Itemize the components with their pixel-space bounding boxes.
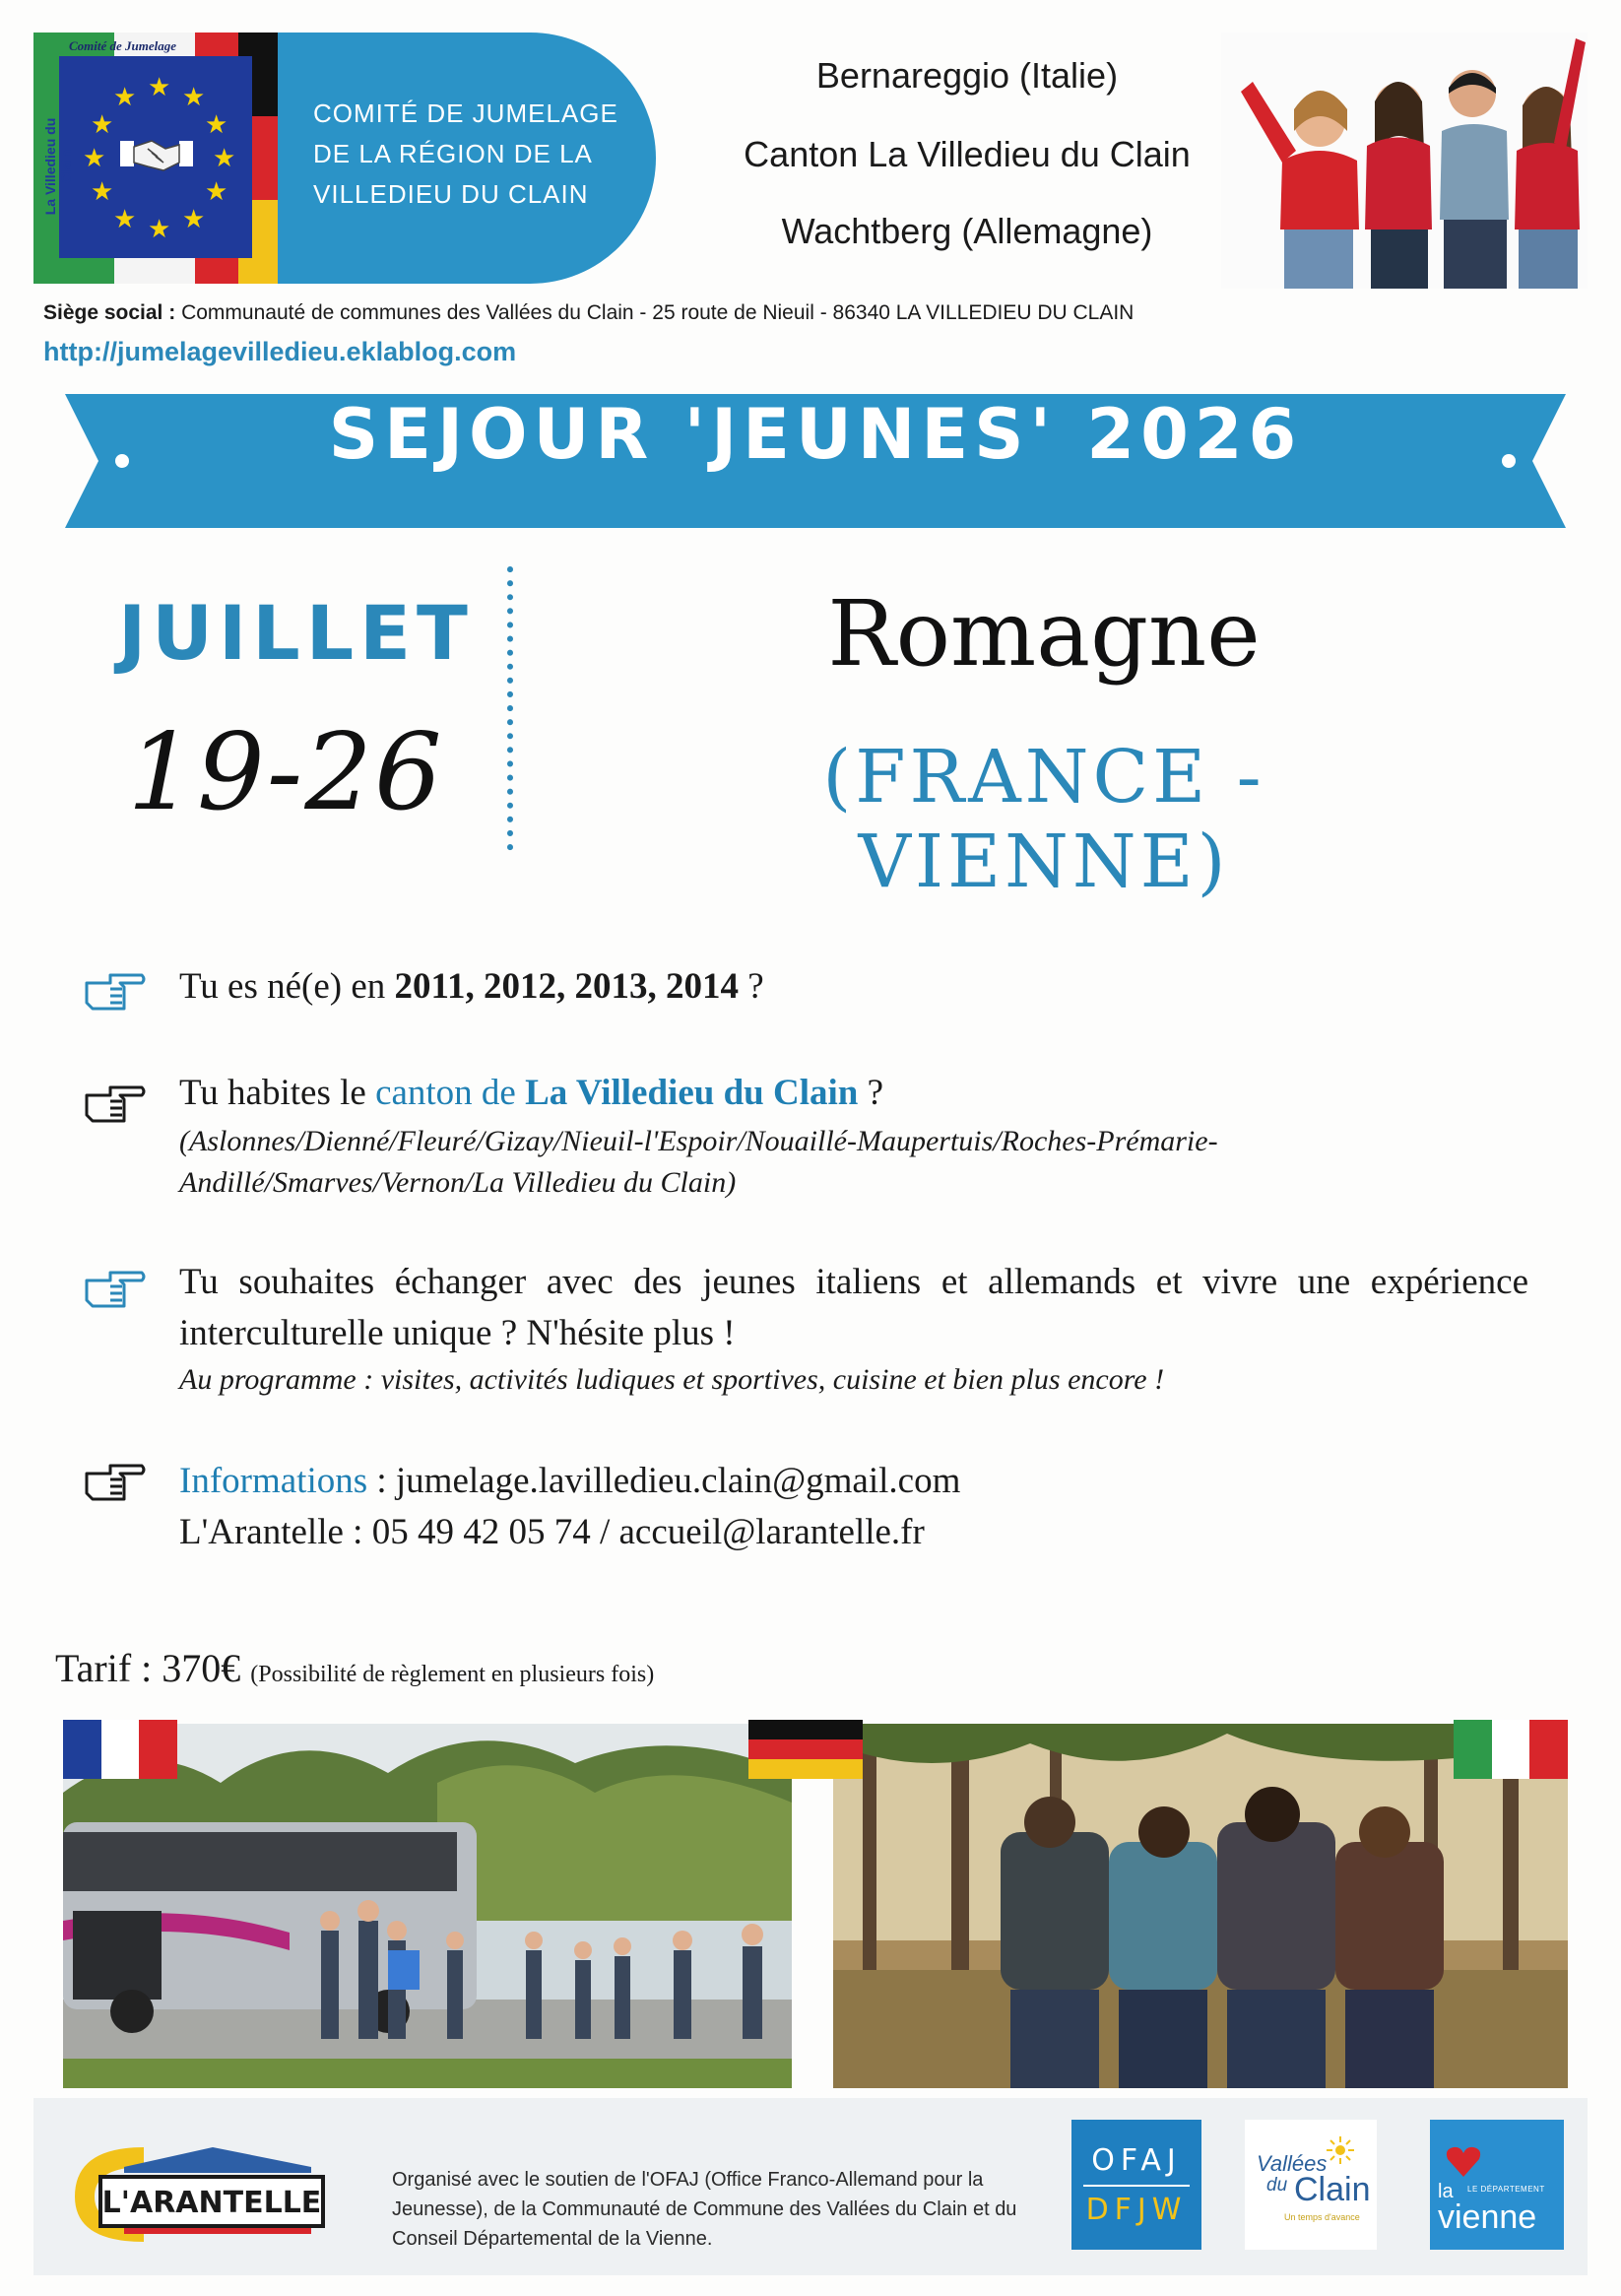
dotted-divider	[506, 565, 514, 861]
banner-title: SEJOUR 'JEUNES' 2026	[328, 394, 1303, 475]
pointing-hand-icon	[81, 1078, 148, 1129]
vallees-tagline: Un temps d'avance	[1284, 2212, 1360, 2222]
question-residence: Tu habites le canton de La Villedieu du Clain ?	[179, 1073, 884, 1113]
svg-text:★: ★	[83, 143, 106, 172]
committee-name-pill	[278, 33, 656, 284]
arantelle-contact[interactable]: L'Arantelle : 05 49 42 05 74 / accueil@larantelle.fr	[179, 1512, 925, 1552]
town-wachtberg: Wachtberg (Allemagne)	[781, 211, 1153, 251]
price-value: Tarif : 370€	[55, 1646, 241, 1690]
handshake-icon	[118, 127, 195, 182]
head-office-address	[43, 301, 1134, 325]
vienne-department-text: LE DÉPARTEMENT	[1467, 2185, 1545, 2194]
ofaj-text: OFAJ	[1091, 2143, 1182, 2178]
committee-line-2: DE LA RÉGION DE LA	[313, 139, 593, 168]
birth-years: 2011, 2012, 2013, 2014	[394, 966, 739, 1007]
vienne-department-logo	[1430, 2120, 1564, 2250]
dfjw-text: DFJW	[1085, 2193, 1188, 2227]
twinning-committee-logo	[33, 33, 656, 284]
arantelle-logo	[65, 2137, 331, 2246]
committee-line-1: COMITÉ DE JUMELAGE	[313, 98, 618, 128]
price	[55, 1645, 654, 1691]
svg-text:★: ★	[91, 109, 114, 139]
svg-text:★: ★	[113, 204, 137, 233]
price-note: (Possibilité de règlement en plusieurs fois)	[250, 1662, 655, 1687]
website-link[interactable]: http://jumelagevilledieu.eklablog.com	[43, 337, 517, 366]
info-label: Informations	[179, 1461, 368, 1501]
pointing-hand-icon	[81, 965, 148, 1017]
vallees-text: Vallées	[1257, 2151, 1328, 2176]
head-office-label: Siège social :	[43, 301, 176, 324]
eu-label: Comité de Jumelage	[69, 38, 177, 53]
ofaj-logo	[1071, 2120, 1201, 2250]
town-canton-villedieu: Canton La Villedieu du Clain	[744, 134, 1191, 174]
sponsor-statement: Organisé avec le soutien de l'OFAJ (Office Franco-Allemand pour la Jeunesse), de la Communauté de Commune des Vallées du Clain et du Conseil Départemental de la Vienne.	[392, 2169, 1017, 2250]
town-bernareggio: Bernareggio (Italie)	[815, 55, 1119, 96]
arantelle-logo-text: L'ARANTELLE	[101, 2186, 322, 2220]
question-exchange: Tu souhaites échanger avec des jeunes italiens et allemands et vivre une expérience interculturelle unique ? N'hésite plus !	[179, 1262, 1528, 1353]
pointing-hand-icon	[81, 1456, 148, 1507]
sun-icon	[1326, 2135, 1355, 2165]
pointing-hand-icon	[81, 1263, 148, 1314]
svg-text:★: ★	[148, 214, 171, 243]
event-region: (FRANCE - VIENNE)	[822, 735, 1265, 904]
teenagers-photo	[1221, 33, 1588, 289]
french-flag-icon	[63, 1720, 177, 1779]
vallees-du-clain-logo	[1245, 2120, 1377, 2250]
heart-icon	[1444, 2141, 1483, 2181]
committee-line-3: VILLEDIEU DU CLAIN	[313, 179, 589, 209]
program-description: Au programme : visites, activités ludiques et sportives, cuisine et bien plus encore !	[179, 1363, 1165, 1396]
vienne-la-text: la	[1438, 2181, 1454, 2202]
vertical-label: La Villedieu du Clain	[42, 117, 74, 216]
svg-text:★: ★	[91, 176, 114, 206]
event-place: Romagne	[827, 581, 1261, 687]
svg-text:★: ★	[148, 72, 171, 101]
canton-town: La Villedieu du Clain	[525, 1073, 859, 1113]
canton-label: canton de	[375, 1073, 526, 1113]
event-month: JUILLET	[118, 589, 474, 677]
event-dates: 19-26	[127, 711, 444, 834]
italian-flag-icon	[1454, 1720, 1568, 1779]
clain-text: Clain	[1294, 2171, 1371, 2208]
info-email[interactable]: : jumelage.lavilledieu.clain@gmail.com	[367, 1461, 961, 1501]
question-birth-year: Tu es né(e) en 2011, 2012, 2013, 2014 ?	[179, 966, 764, 1007]
german-flag-icon	[748, 1720, 863, 1779]
vienne-name-text: vienne	[1438, 2198, 1537, 2236]
head-office-text: Communauté de communes des Vallées du Clain - 25 route de Nieuil - 86340 LA VILLEDIEU DU CLAIN	[181, 301, 1135, 324]
flags-emblem	[33, 33, 278, 284]
svg-text:★: ★	[205, 109, 228, 139]
canton-communes-list: (Aslonnes/Dienné/Fleuré/Gizay/Nieuil-l'Espoir/Nouaillé-Maupertuis/Roches-Prémarie-Andillé/Smarves/Vernon/La Villedieu du Clain)	[179, 1125, 1218, 1199]
svg-text:★: ★	[113, 82, 137, 111]
du-text: du	[1266, 2175, 1288, 2196]
svg-text:★: ★	[182, 204, 206, 233]
svg-text:★: ★	[182, 82, 206, 111]
svg-text:★: ★	[205, 176, 228, 206]
contact-information	[179, 1456, 1528, 1558]
svg-text:★: ★	[213, 143, 236, 172]
